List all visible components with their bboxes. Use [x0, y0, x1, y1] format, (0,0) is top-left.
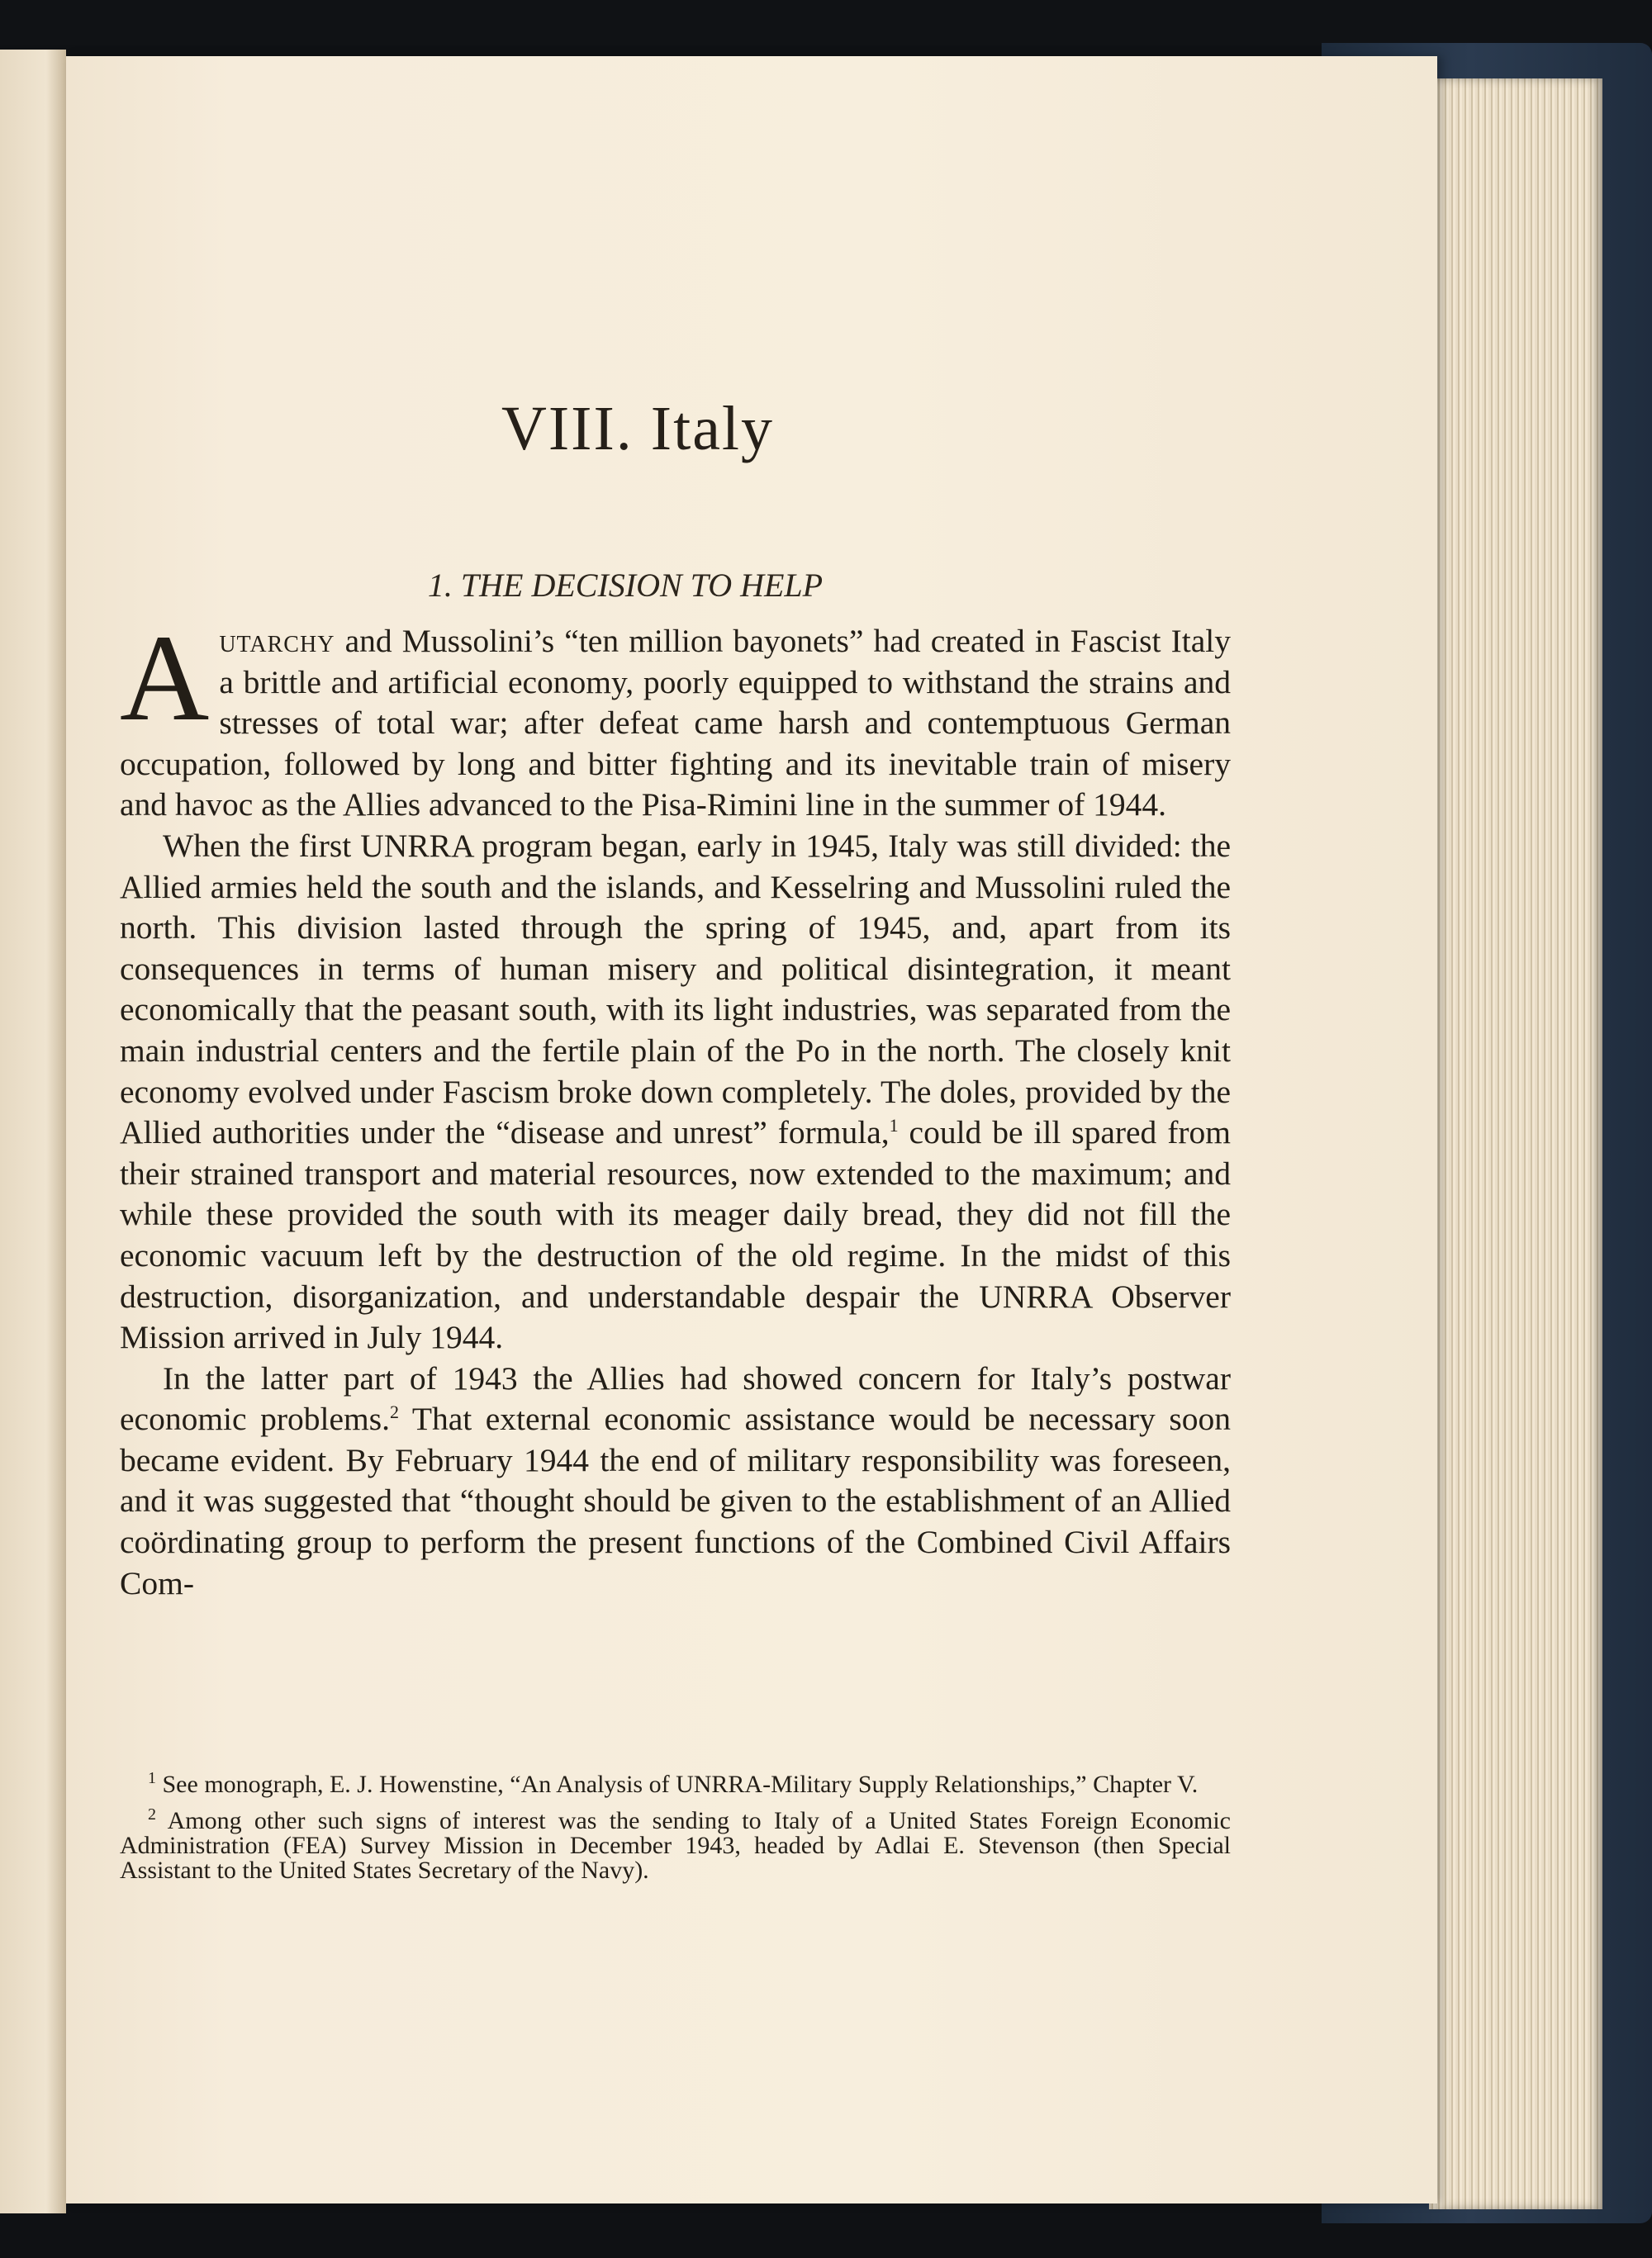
footnote-2-mark: 2 — [148, 1805, 156, 1824]
scan-background-top — [0, 0, 1652, 45]
paragraph-3-text-a: In the latter part of 1943 the Allies had showed concern for Italy’s postwar economic problems. — [120, 1359, 1231, 1438]
paragraph-2-text-b: could be ill spared from their strained transport and material resources, now extended to the maximum; and while these provided the south with its meager daily bread, they did not fill the economic vacuum left by the destruction of the old regime. In the midst of this destruction, disorganization, and understandable despair the UNRRA Observer Mission arrived in July 1944. — [120, 1114, 1231, 1356]
facing-page-sliver — [0, 50, 66, 2213]
footnote-ref-1: 1 — [889, 1114, 899, 1136]
body-text — [120, 610, 1231, 1604]
smallcaps-lead: utarchy — [219, 623, 335, 659]
book-page — [66, 56, 1437, 2203]
drop-cap: A — [120, 610, 210, 747]
paragraph-2 — [120, 826, 1231, 1359]
paragraph-3 — [120, 1359, 1231, 1605]
footnote-1-text: See monograph, E. J. Howenstine, “An Analysis of UNRRA-Military Supply Relationships,” Chapter V. — [162, 1771, 1199, 1798]
paragraph-1 — [120, 610, 1231, 826]
footnote-1 — [120, 1766, 1231, 1797]
paragraph-3-text-b: That external economic assistance would be necessary soon became evident. By February 1944 the end of military responsibility was foreseen, and it was suggested that “thought should be given to the establishment of an Allied coördinating group to perform the present functions of the Combined Civil Affairs Com- — [120, 1401, 1231, 1601]
footnote-2-text: Among other such signs of interest was the sending to Italy of a United States Foreign Economic Administration (FEA) Survey Mission in December 1943, headed by Adlai E. Stevenson (then Special Assistant to the United States Secretary of the Navy). — [120, 1807, 1231, 1884]
footnote-ref-2: 2 — [389, 1402, 399, 1423]
paragraph-2-text-a: When the first UNRRA program began, early in 1945, Italy was still divided: the Allied armies held the south and the islands, and Kesselring and Mussolini ruled the north. This division lasted through the spring of 1945, and, apart from its consequences in terms of human misery and political disintegration, it meant economically that the peasant south, with its light industries, was separated from the main industrial centers and the fertile plain of the Po in the north. The closely knit economy evolved under Fascism broke down completely. The doles, provided by the Allied authorities under the “disease and unrest” formula, — [120, 827, 1231, 1151]
page-edges — [1429, 78, 1602, 2209]
footnote-1-mark: 1 — [148, 1769, 156, 1787]
paragraph-1-text: and Mussolini’s “ten million bayonets” had created in Fascist Italy a brittle and artificial economy, poorly equipped to withstand the strains and stresses of total war; after defeat came harsh and contemptuous German occupation, followed by long and bitter fighting and its inevitable train of misery and havoc as the Allies advanced to the Pisa-Rimini line in the summer of 1944. — [120, 623, 1231, 823]
section-title: 1. THE DECISION TO HELP — [427, 567, 824, 604]
footnotes — [120, 1766, 1231, 1888]
footnote-2 — [120, 1802, 1231, 1883]
chapter-title: VIII. Italy — [501, 394, 775, 463]
